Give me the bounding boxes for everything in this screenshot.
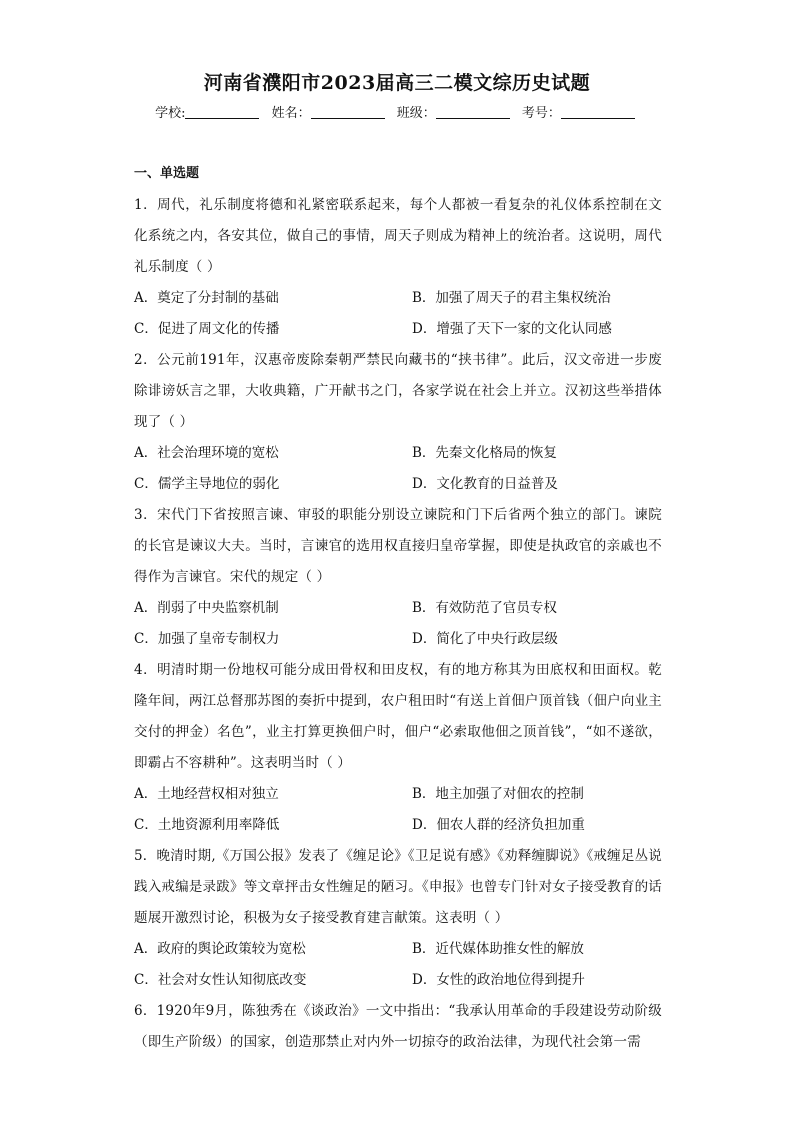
option-b[interactable]: B．近代媒体助推女性的解放 <box>412 941 584 957</box>
option-c[interactable]: C．社会对女性认知彻底改变 <box>134 972 307 988</box>
exam-number-label: 考号： <box>521 106 561 121</box>
option-c[interactable]: C．儒学主导地位的弱化 <box>134 476 280 492</box>
option-b[interactable]: B．有效防范了官员专权 <box>412 600 557 616</box>
option-grid <box>134 438 662 500</box>
question-6 <box>134 996 662 1058</box>
option-b[interactable]: B．先秦文化格局的恢复 <box>412 445 557 461</box>
question-1 <box>134 190 662 345</box>
name-label: 姓名： <box>271 106 311 121</box>
option-d[interactable]: D．增强了天下一家的文化认同感 <box>412 321 612 337</box>
question-text: 4．明清时期一份地权可能分成田骨权和田皮权，有的地方称其为田底权和田面权。乾隆年间，两江总督那苏图的奏折中提到，农户租田时“有送上首佃户顶首钱（佃户向业主交付的押金）名色”，业主打算更换佃户时，佃户“必索取他佃之顶首钱”，“如不遂欲，即霸占不容耕种”。这表明当时（ ） <box>134 662 662 771</box>
question-2 <box>134 345 662 500</box>
option-grid <box>134 934 662 996</box>
option-a[interactable]: A．土地经营权相对独立 <box>134 786 279 802</box>
exam-title: 河南省濮阳市2023届高三二模文综历史试题 <box>203 72 591 94</box>
school-label: 学校: <box>155 106 186 121</box>
option-d[interactable]: D．佃农人群的经济负担加重 <box>412 817 585 833</box>
option-c[interactable]: C．加强了皇帝专制权力 <box>134 631 280 647</box>
question-area <box>134 164 662 1058</box>
option-b[interactable]: B．地主加强了对佃农的控制 <box>412 786 584 802</box>
student-info-line <box>0 102 794 121</box>
option-b[interactable]: B．加强了周天子的君主集权统治 <box>412 290 611 306</box>
question-5 <box>134 841 662 996</box>
question-text: 6．1920年9月，陈独秀在《谈政治》一文中指出：“我承认用革命的手段建设劳动阶级（即生产阶级）的国家，创造那禁止对内外一切掠夺的政治法律，为现代社会第一需 <box>134 1003 662 1050</box>
question-text: 5．晚清时期,《万国公报》发表了《缠足论》《卫足说有感》《劝释缠脚说》《戒缠足丛说践入戒编是录跋》等文章抨击女性缠足的陋习。《申报》也曾专门针对女子接受教育的话题展开激烈讨论，积极为女子接受教育建言献策。这表明（ ） <box>134 848 662 926</box>
option-grid <box>134 593 662 655</box>
option-grid <box>134 283 662 345</box>
section-heading: 一、单选题 <box>134 166 200 181</box>
class-blank[interactable] <box>436 105 510 119</box>
option-grid <box>134 779 662 841</box>
option-d[interactable]: D．女性的政治地位得到提升 <box>412 972 585 988</box>
option-d[interactable]: D．文化教育的日益普及 <box>412 476 558 492</box>
option-c[interactable]: C．土地资源利用率降低 <box>134 817 280 833</box>
question-text: 3．宋代门下省按照言谏、审驳的职能分别设立谏院和门下后省两个独立的部门。谏院的长官是谏议大夫。当时，言谏官的选用权直接归皇帝掌握，即使是执政官的亲戚也不得作为言谏官。宋代的规定（ ） <box>134 507 662 585</box>
exam-number-blank[interactable] <box>561 105 635 119</box>
option-d[interactable]: D．简化了中央行政层级 <box>412 631 558 647</box>
option-c[interactable]: C．促进了周文化的传播 <box>134 321 280 337</box>
school-blank[interactable] <box>185 105 259 119</box>
option-a[interactable]: A．奠定了分封制的基础 <box>134 290 279 306</box>
question-4 <box>134 655 662 841</box>
question-3 <box>134 500 662 655</box>
option-a[interactable]: A．社会治理环境的宽松 <box>134 445 279 461</box>
question-text: 2．公元前191年，汉惠帝废除秦朝严禁民向藏书的“挟书律”。此后，汉文帝进一步废除诽谤妖言之罪，大收典籍，广开献书之门，各家学说在社会上并立。汉初这些举措体现了（ ） <box>134 352 662 430</box>
option-a[interactable]: A．政府的舆论政策较为宽松 <box>134 941 306 957</box>
class-label: 班级： <box>396 106 436 121</box>
option-a[interactable]: A．削弱了中央监察机制 <box>134 600 279 616</box>
name-blank[interactable] <box>311 105 385 119</box>
question-text: 1．周代，礼乐制度将德和礼紧密联系起来，每个人都被一看复杂的礼仪体系控制在文化系统之内，各安其位，做自己的事情，周天子则成为精神上的统治者。这说明，周代礼乐制度（ ） <box>134 197 662 275</box>
